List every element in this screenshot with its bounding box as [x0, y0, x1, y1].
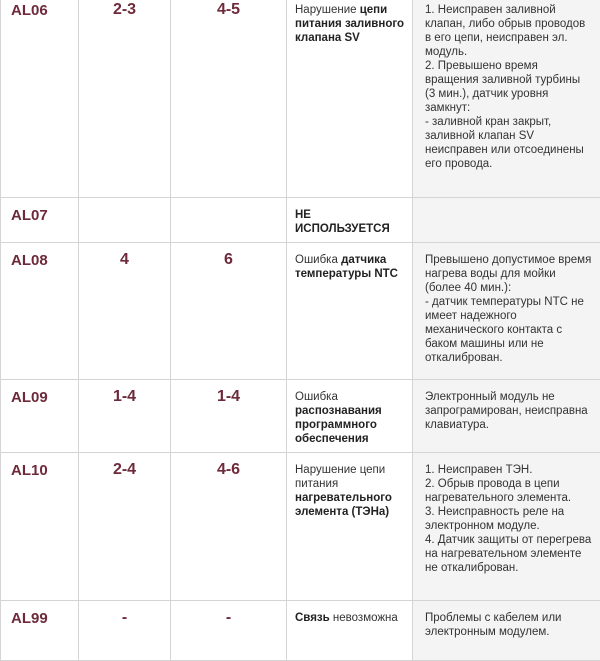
error-description — [287, 453, 413, 601]
description-segment: Связь — [295, 612, 330, 624]
table-row — [1, 198, 600, 243]
blink-count-a: 2-4 — [79, 453, 171, 601]
description-segment: нагревательного элемента (ТЭНа) — [295, 492, 392, 518]
blink-count-b: 4-6 — [171, 453, 287, 601]
description-segment: датчика температуры NTC — [295, 254, 398, 280]
blink-count-b: 4-5 — [171, 0, 287, 198]
description-segment: распознавания программного обеспечения — [295, 405, 382, 445]
table-row — [1, 601, 600, 661]
cause-line: - заливной кран закрыт, заливной клапан SV неисправен или отсоединены его провода. — [425, 115, 592, 171]
table-row — [1, 380, 600, 453]
error-code: AL99 — [1, 601, 79, 661]
error-cause — [413, 601, 600, 661]
error-description — [287, 601, 413, 661]
error-code: AL07 — [1, 198, 79, 243]
error-cause — [413, 453, 600, 601]
table-row — [1, 243, 600, 380]
blink-count-b: 6 — [171, 243, 287, 380]
table-row — [1, 453, 600, 601]
error-codes-body — [1, 0, 600, 661]
cause-line: 3. Неисправность реле на электронном модуле. — [425, 505, 592, 533]
error-cause — [413, 243, 600, 380]
blink-count-b: - — [171, 601, 287, 661]
blink-count-a: 2-3 — [79, 0, 171, 198]
cause-line: - датчик температуры NTC не имеет надежного механического контакта с баком машины или не откалиброван. — [425, 295, 592, 365]
cause-line: Проблемы с кабелем или электронным модулем. — [425, 611, 592, 639]
cause-line: Электронный модуль не запрограмирован, неисправна клавиатура. — [425, 390, 592, 432]
error-description — [287, 380, 413, 453]
error-code: AL09 — [1, 380, 79, 453]
error-code: AL10 — [1, 453, 79, 601]
description-segment: НЕ ИСПОЛЬЗУЕТСЯ — [295, 209, 390, 235]
blink-count-a: - — [79, 601, 171, 661]
description-segment: Ошибка — [295, 391, 338, 403]
cause-line: 2. Обрыв провода в цепи нагревательного элемента. — [425, 477, 592, 505]
error-cause — [413, 0, 600, 198]
cause-line: 4. Датчик защиты от перегрева на нагревательном элементе не откалиброван. — [425, 533, 592, 575]
blink-count-b — [171, 198, 287, 243]
error-cause — [413, 380, 600, 453]
blink-count-a — [79, 198, 171, 243]
blink-count-a: 1-4 — [79, 380, 171, 453]
cause-line: 1. Неисправен ТЭН. — [425, 463, 592, 477]
cause-line: 1. Неисправен заливной клапан, либо обрыв проводов в его цепи, неисправен эл. модуль. — [425, 3, 592, 59]
table-row — [1, 0, 600, 198]
error-description — [287, 0, 413, 198]
description-segment: цепи питания заливного клапана SV — [295, 4, 404, 44]
description-segment: невозможна — [330, 612, 398, 624]
error-code: AL06 — [1, 0, 79, 198]
blink-count-b: 1-4 — [171, 380, 287, 453]
description-segment: Ошибка — [295, 254, 341, 266]
error-cause — [413, 198, 600, 243]
description-segment: Нарушение цепи питания — [295, 464, 385, 490]
description-segment: Нарушение — [295, 4, 360, 16]
blink-count-a: 4 — [79, 243, 171, 380]
error-description — [287, 243, 413, 380]
error-code: AL08 — [1, 243, 79, 380]
cause-line: 2. Превышено время вращения заливной турбины (3 мин.), датчик уровня замкнут: — [425, 59, 592, 115]
cause-line: Превышено допустимое время нагрева воды для мойки (более 40 мин.): — [425, 253, 592, 295]
error-description — [287, 198, 413, 243]
